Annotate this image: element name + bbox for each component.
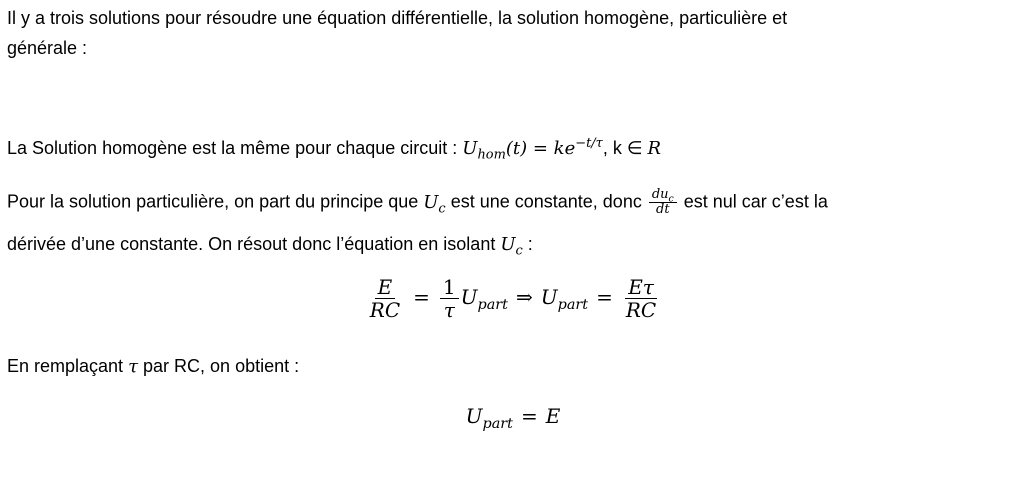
particular-var <box>423 191 446 217</box>
deriv-num-text: du <box>651 187 669 202</box>
particular-text-3: est nul car c’est la <box>678 191 828 212</box>
fraction-1-over-tau <box>440 276 459 321</box>
u-part-1-letter: U <box>460 284 478 309</box>
u-final-letter: U <box>465 404 483 428</box>
frac3-denominator: RC <box>625 298 657 322</box>
u-part-2 <box>540 284 589 313</box>
formula-u: U <box>462 138 478 159</box>
particular-text-1: Pour la solution particulière, on part du principe que <box>7 191 424 212</box>
equals-sign-final: = <box>520 404 538 428</box>
var-u: U <box>423 191 439 213</box>
derivative-denominator: dt <box>656 202 670 218</box>
homogeneous-formula <box>462 135 603 163</box>
frac2-numerator: 1 <box>440 276 459 299</box>
e-final: E <box>545 404 561 428</box>
fraction-etau-over-rc <box>623 276 659 321</box>
u-part-final <box>465 404 513 433</box>
replacement-text-2: par RC, on obtient : <box>138 356 300 376</box>
replacement-text-1: En remplaçant <box>7 356 129 376</box>
equation-2 <box>7 404 1019 433</box>
equals-sign-2: = <box>596 284 613 309</box>
particular-solution-line-1 <box>7 188 828 218</box>
formula-u-subscript: hom <box>477 147 506 163</box>
var-u-subscript: c <box>438 201 446 217</box>
set-symbol: R <box>647 138 662 159</box>
u-final-sub: part <box>482 416 513 433</box>
frac2-denominator: τ <box>443 298 455 322</box>
frac3-numerator: Eτ <box>625 276 657 299</box>
tau-symbol: τ <box>128 356 139 377</box>
u-part-2-letter: U <box>540 284 558 309</box>
equals-sign: = <box>413 284 430 309</box>
derivative-numerator <box>649 188 677 203</box>
derivative-fraction <box>649 188 677 218</box>
u-part-2-sub: part <box>557 296 589 313</box>
implies-arrow: ⇒ <box>515 284 533 309</box>
frac1-numerator: E <box>375 276 396 299</box>
equation-1 <box>7 276 1019 321</box>
fraction-e-over-rc <box>367 276 403 321</box>
u-part-1 <box>460 284 508 313</box>
intro-line-1: Il y a trois solutions pour résoudre une équation différentielle, la solution homogène, particulière et <box>7 8 788 28</box>
line2-var-sub: c <box>515 243 523 259</box>
particular-line2-text: dérivée d’une constante. On résout donc l’équation en isolant <box>7 234 501 254</box>
set-text: , k ∈ <box>602 138 648 158</box>
particular-solution-line-2 <box>7 232 533 257</box>
deriv-num-sub: c <box>668 193 674 205</box>
frac1-denominator: RC <box>369 298 401 322</box>
u-part-1-sub: part <box>477 296 508 313</box>
line2-var-u: U <box>500 234 516 255</box>
formula-argument: (t) = ke <box>505 138 576 159</box>
homogeneous-solution-paragraph <box>7 136 661 161</box>
particular-text-2: est une constante, donc <box>445 191 647 212</box>
particular-line2-var <box>500 234 523 259</box>
replacement-paragraph <box>7 354 299 379</box>
formula-exponent: −t/τ <box>575 135 603 151</box>
intro-line-2: générale : <box>7 38 88 58</box>
particular-line2-end: : <box>522 234 533 254</box>
homogeneous-text: La Solution homogène est la même pour chaque circuit : <box>7 138 463 158</box>
